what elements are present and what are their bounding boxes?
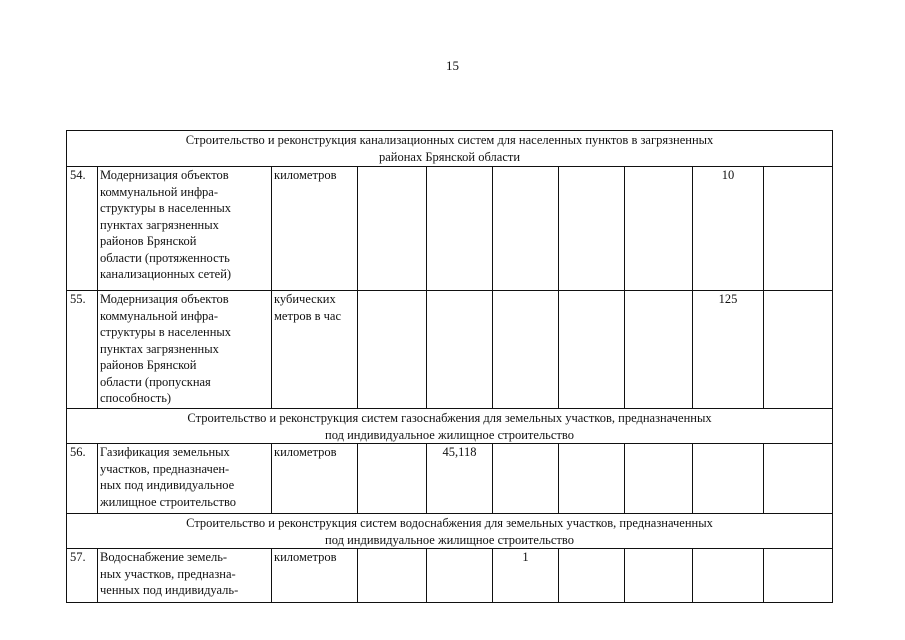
indicator-name-line: структуры в населенных: [100, 325, 232, 339]
section-title: [67, 514, 833, 549]
value-cell: [625, 167, 693, 291]
indicator-name-line: Газификация земельных: [100, 445, 230, 459]
table-row: [67, 444, 833, 514]
section-title: [67, 131, 833, 167]
indicator-name-line: ных под индивидуальное: [100, 478, 235, 492]
value-cell: [625, 291, 693, 409]
indicator-name-line: районов Брянской: [100, 358, 197, 372]
value-cell: [358, 167, 427, 291]
indicator-name-line: пунктах загрязненных: [100, 341, 219, 356]
section-title: [67, 409, 833, 444]
section-title-line: Строительство и реконструкция систем водоснабжения для земельных участков, предназначенных: [186, 516, 713, 530]
value-cell: [764, 167, 833, 291]
unit-line: километров: [274, 550, 337, 564]
value-cell: [559, 549, 625, 603]
value-cell: [358, 549, 427, 603]
indicator-name-line: области (пропускная: [100, 374, 211, 389]
unit-of-measure: [272, 291, 358, 409]
row-number: 54.: [67, 167, 98, 291]
row-number: 57.: [67, 549, 98, 603]
section-title-line: районах Брянской области: [378, 149, 521, 164]
indicator-name-line: Модернизация объектов: [100, 168, 229, 182]
indicator-name-line: Водоснабжение земель-: [100, 550, 228, 564]
indicator-name-line: коммунальной инфра-: [100, 184, 218, 199]
indicator-name-line: коммунальной инфра-: [100, 308, 218, 323]
row-number: 55.: [67, 291, 98, 409]
value-cell: [427, 549, 493, 603]
value-cell: [559, 444, 625, 514]
value-cell: [493, 167, 559, 291]
value-cell: 10: [693, 167, 764, 291]
section-title-line: под индивидуальное жилищное строительство: [325, 532, 574, 547]
indicator-name: [98, 549, 272, 603]
indicator-name-line: способность): [100, 391, 172, 405]
section-header-row: [67, 131, 833, 167]
indicator-name-line: области (протяженность: [100, 250, 230, 265]
table-row: [67, 549, 833, 603]
data-table: [66, 130, 833, 603]
row-number: 56.: [67, 444, 98, 514]
indicator-name-line: ченных под индивидуаль-: [100, 583, 239, 597]
value-cell: [427, 291, 493, 409]
value-cell: [427, 167, 493, 291]
value-cell: [559, 167, 625, 291]
section-title-line: под индивидуальное жилищное строительство: [325, 427, 574, 442]
indicator-name-line: жилищное строительство: [100, 494, 237, 509]
value-cell: [493, 291, 559, 409]
table-body: [67, 131, 833, 603]
unit-line: километров: [274, 168, 337, 182]
indicator-name-line: участков, предназначен-: [100, 461, 230, 476]
indicator-name-line: Модернизация объектов: [100, 292, 229, 306]
value-cell: [693, 549, 764, 603]
indicator-name-line: районов Брянской: [100, 234, 197, 248]
unit-of-measure: [272, 444, 358, 514]
value-cell: 1: [493, 549, 559, 603]
value-cell: [764, 444, 833, 514]
section-header-row: [67, 409, 833, 444]
value-cell: 125: [693, 291, 764, 409]
value-cell: 45,118: [427, 444, 493, 514]
indicator-name: [98, 444, 272, 514]
indicator-name-line: структуры в населенных: [100, 201, 232, 215]
value-cell: [693, 444, 764, 514]
value-cell: [493, 444, 559, 514]
indicator-name-line: канализационных сетей): [100, 267, 232, 281]
indicator-name-line: пунктах загрязненных: [100, 217, 219, 232]
indicator-name-line: ных участков, предназна-: [100, 566, 236, 581]
unit-of-measure: [272, 167, 358, 291]
value-cell: [358, 444, 427, 514]
unit-line: метров в час: [274, 308, 342, 323]
section-header-row: [67, 514, 833, 549]
value-cell: [625, 444, 693, 514]
table-row: [67, 291, 833, 409]
value-cell: [764, 291, 833, 409]
section-title-line: Строительство и реконструкция систем газоснабжения для земельных участков, предназначенных: [187, 411, 712, 425]
table-row: [67, 167, 833, 291]
indicator-name: [98, 291, 272, 409]
unit-line: километров: [274, 445, 337, 459]
value-cell: [764, 549, 833, 603]
unit-line: кубических: [274, 292, 336, 306]
section-title-line: Строительство и реконструкция канализационных систем для населенных пунктов в загрязненных: [185, 133, 714, 147]
value-cell: [625, 549, 693, 603]
indicator-name: [98, 167, 272, 291]
value-cell: [559, 291, 625, 409]
page-number: 15: [446, 58, 459, 73]
unit-of-measure: [272, 549, 358, 603]
value-cell: [358, 291, 427, 409]
